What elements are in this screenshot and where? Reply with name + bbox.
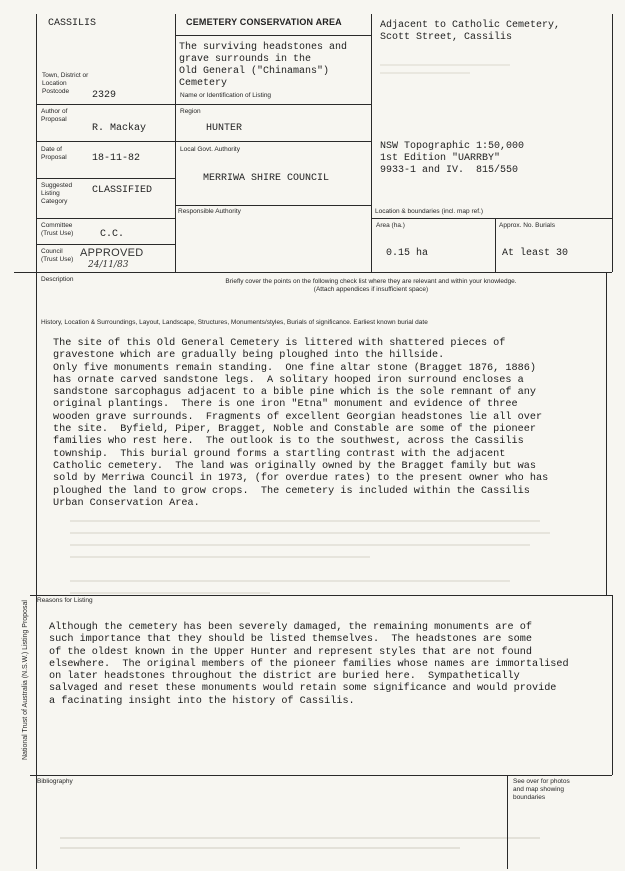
author-label: Author of Proposal [41, 108, 68, 123]
row-rule [36, 104, 371, 105]
row-rule [30, 775, 612, 776]
author-value: R. Mackay [92, 123, 147, 134]
bleed-through-shadow [70, 520, 570, 610]
bibliography-col-rule [507, 775, 508, 869]
reasons-label: Reasons for Listing [37, 597, 93, 604]
council-label: Council (Trust Use) [41, 248, 74, 263]
row-rule [36, 244, 175, 245]
header-col-rule [495, 218, 496, 272]
description-body: The site of this Old General Cemetery is littered with shattered pieces of gravestone which are gradually being ploughed into the hillside. Only five monuments remain standing. One fine altar stone (Bragget 1876, 1886) has ornate carved sandstone legs. A solitary hooped iron surround encloses a sandstone sarcophagus adjacent to a bible pine which is the sole remnant of any original plantings. There is one iron "Etna" monument and evidence of three wooden grave surrounds. Fragments of excellent Georgian headstones lie all over the site. Byfield, Piper, Bragget, Noble and Constable are some of the pioneer families who rest here. The outlook is to the southwest, across the Cassilis township. This burial ground forms a startling contrast with the adjacent Catholic cemetery. The land was originally owned by the Bragget family but was sold by Merriwa Council in 1973, (for overdue rates) to the present owner who has ploughed the land to grow crops. The cemetery is included within the Cassilis Urban Conservation Area. [53, 338, 549, 509]
title-underline [175, 35, 371, 36]
row-rule [36, 218, 175, 219]
suggested-value: CLASSIFIED [92, 185, 153, 196]
side-form-title: National Trust of Australia (N.S.W.) Listing Proposal [22, 600, 29, 760]
header-col-rule [371, 14, 372, 272]
reasons-body: Although the cemetery has been severely damaged, the remaining monuments are of such importance that they should be listed themselves. The headstones are some of the oldest known in the Upper Hunter and represent styles that are not found elsewhere. The original members of the pioneer families whose names are immortalised on later headstones throughout the district are buried here. Sympathetically salvaged and reset these monuments would retain some significance and would provide a facinating insight into the history of Cassilis. [49, 622, 569, 707]
lga-value: MERRIWA SHIRE COUNCIL [203, 173, 330, 184]
left-margin-rule [36, 14, 37, 869]
bleed-through-shadow [380, 60, 580, 80]
description-instructions: Briefly cover the points on the following check list where they are relevant and within your knowledge. (Attach appendices if insufficient space) [225, 278, 517, 293]
suggested-label: Suggested Listing Category [41, 182, 73, 205]
location-boundaries-label: Location & boundaries (incl. map ref.) [375, 208, 484, 215]
right-margin-rule [606, 272, 607, 595]
row-rule [175, 205, 371, 206]
bleed-through-shadow [60, 835, 560, 855]
row-rule [30, 595, 612, 596]
committee-label: Committee (Trust Use) [41, 222, 74, 237]
area-value: 0.15 ha [386, 248, 429, 259]
burials-value: At least 30 [502, 248, 569, 259]
approval-date: 24/11/83 [88, 260, 129, 270]
see-over-note: See over for photos and map showing boundaries [513, 778, 570, 801]
header-col-rule [175, 14, 176, 272]
listing-name-value: The surviving headstones and grave surrounds in the Old General ("Chinamans") Cemetery [179, 42, 348, 89]
responsible-label: Responsible Authority [178, 208, 241, 215]
row-rule [36, 178, 175, 179]
description-label: Description [41, 276, 74, 283]
region-value: HUNTER [206, 123, 243, 134]
committee-value: C.C. [100, 229, 125, 240]
region-label: Region [180, 108, 201, 115]
area-label: Area (ha.) [376, 222, 405, 229]
postcode-value: 2329 [92, 90, 117, 101]
approved-stamp: APPROVED [80, 247, 144, 259]
name-label: Name or Identification of Listing [180, 92, 272, 99]
map-ref-value: NSW Topographic 1:50,000 1st Edition "UARRBY" 9933-1 and IV. 815/550 [380, 141, 525, 176]
right-margin-rule [612, 595, 613, 775]
date-value: 18-11-82 [92, 153, 141, 164]
row-rule [36, 141, 371, 142]
header-col-rule [612, 14, 613, 272]
form-title: CEMETERY CONSERVATION AREA [186, 17, 342, 27]
location-value: Adjacent to Catholic Cemetery, Scott Street, Cassilis [380, 20, 561, 43]
row-rule [14, 272, 612, 273]
burials-label: Approx. No. Burials [499, 222, 555, 229]
bibliography-label: Bibliography [37, 778, 73, 785]
row-rule [371, 218, 612, 219]
date-label: Date of Proposal [41, 146, 67, 161]
town-label: Town, District or Location Postcode [42, 72, 89, 95]
lga-label: Local Govt. Authority [180, 146, 240, 153]
town-value: CASSILIS [48, 18, 97, 29]
history-label: History, Location & Surroundings, Layout, Landscape, Structures, Monuments/styles, Burials of significance. Earliest known burial date [41, 319, 428, 326]
